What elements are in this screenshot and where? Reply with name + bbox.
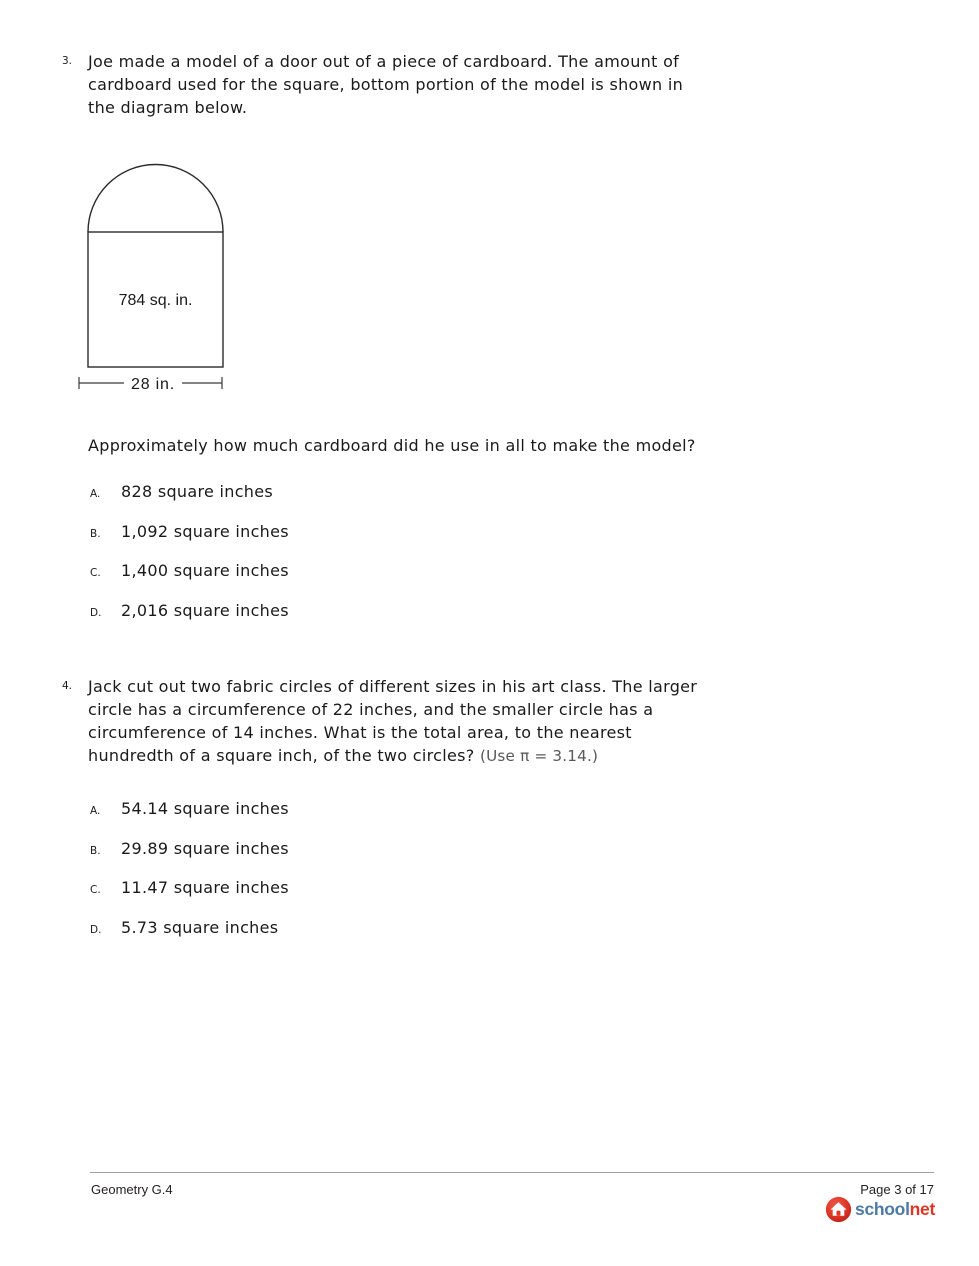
question-4-line-4-text: hundredth of a square inch, of the two circles? xyxy=(88,746,475,765)
question-3-option-b xyxy=(88,520,289,560)
door-area-label: 784 sq. in. xyxy=(118,292,193,309)
question-3-prompt: Approximately how much cardboard did he use in all to make the model? xyxy=(88,436,696,455)
option-letter: B. xyxy=(90,844,101,857)
footer-divider xyxy=(90,1172,934,1173)
question-4-text xyxy=(88,675,697,768)
option-letter: C. xyxy=(90,567,101,579)
question-3-option-c xyxy=(88,559,289,599)
option-text: 1,400 square inches xyxy=(121,561,289,580)
question-3-line-1: Joe made a model of a door out of a piece of cardboard. The amount of xyxy=(88,52,680,71)
question-3-number: 3. xyxy=(62,55,73,67)
logo-net-text: net xyxy=(909,1199,935,1219)
question-4-option-c xyxy=(88,876,289,916)
logo-school-text: school xyxy=(855,1199,910,1219)
option-letter: D. xyxy=(90,923,102,936)
question-3-line-3: the diagram below. xyxy=(88,98,248,117)
dimension-line xyxy=(79,376,222,393)
schoolnet-house-icon xyxy=(825,1196,852,1223)
page-indicator: Page 3 of 17 xyxy=(860,1182,934,1197)
question-3-options xyxy=(88,480,289,638)
footer-course-label: Geometry G.4 xyxy=(91,1182,173,1197)
option-text: 2,016 square inches xyxy=(121,600,289,620)
option-text: 828 square inches xyxy=(121,482,274,501)
pi-note: (Use π = 3.14.) xyxy=(479,747,599,765)
option-letter: B. xyxy=(90,527,101,540)
door-width-label: 28 in. xyxy=(131,376,175,393)
schoolnet-wordmark xyxy=(855,1199,935,1220)
door-arch-shape xyxy=(88,165,223,233)
option-text: 29.89 square inches xyxy=(121,838,289,858)
question-3-option-d xyxy=(88,599,289,639)
question-4-line-2: circle has a circumference of 22 inches, and the smaller circle has a xyxy=(88,700,654,719)
question-4-option-b xyxy=(88,837,289,877)
option-letter: C. xyxy=(90,884,101,896)
option-letter: A. xyxy=(90,488,101,500)
option-text: 5.73 square inches xyxy=(121,917,279,937)
option-text: 11.47 square inches xyxy=(121,878,289,897)
question-3-option-a xyxy=(88,480,289,520)
question-4-line-1: Jack cut out two fabric circles of different sizes in his art class. The larger xyxy=(88,677,698,696)
option-letter: D. xyxy=(90,606,102,619)
option-text: 1,092 square inches xyxy=(121,521,289,541)
question-4-line-3: circumference of 14 inches. What is the total area, to the nearest xyxy=(88,723,632,742)
question-4-option-a xyxy=(88,797,289,837)
schoolnet-logo xyxy=(825,1196,935,1223)
question-4-options xyxy=(88,797,289,955)
option-letter: A. xyxy=(90,805,101,817)
door-diagram xyxy=(70,158,240,403)
question-4-number: 4. xyxy=(62,680,73,692)
option-text: 54.14 square inches xyxy=(121,799,289,818)
question-3-line-2: cardboard used for the square, bottom portion of the model is shown in xyxy=(88,75,684,94)
question-4-line-4 xyxy=(88,744,697,768)
question-3-text xyxy=(88,50,683,119)
question-4-option-d xyxy=(88,916,289,956)
